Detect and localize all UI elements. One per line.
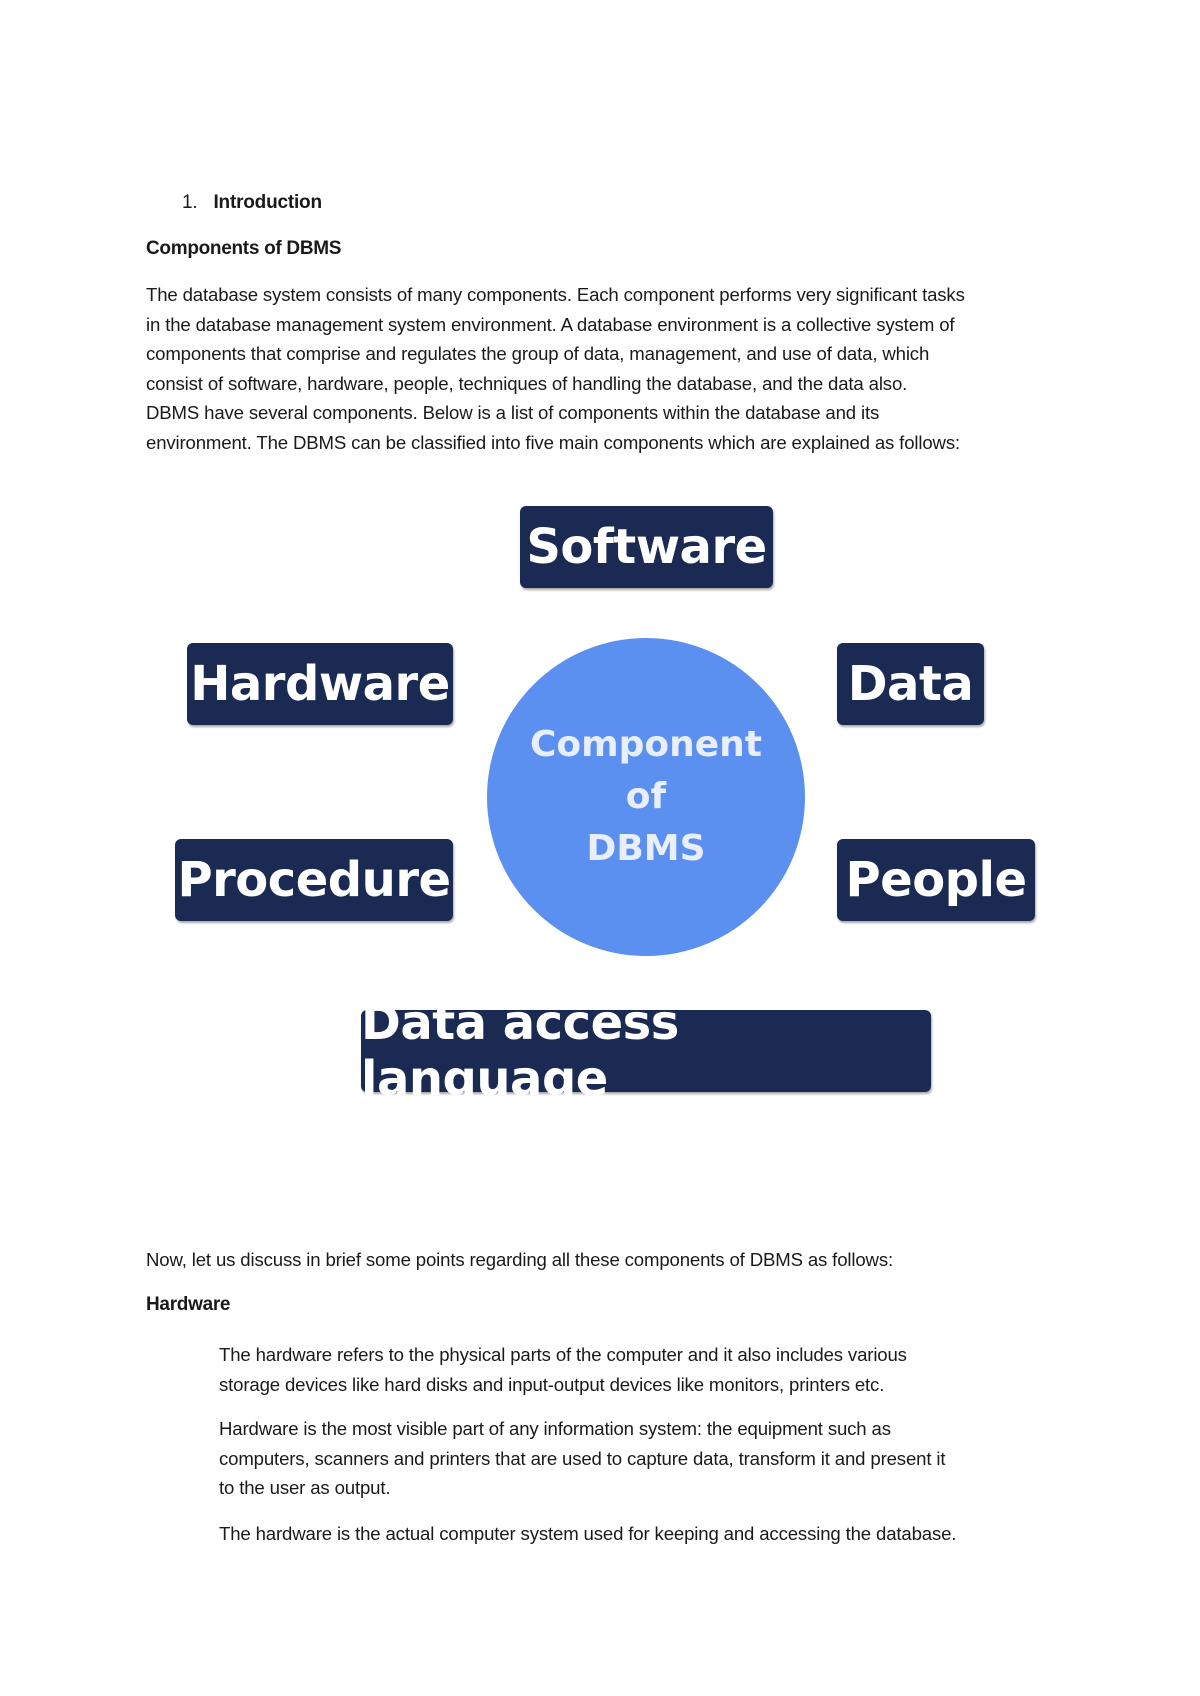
heading-number: 1.: [182, 192, 198, 213]
paragraph-line: to the user as output.: [219, 1477, 391, 1498]
intro-line: consist of software, hardware, people, techniques of handling the database, and the data also.: [146, 372, 908, 394]
center-line-1: Component: [529, 724, 763, 765]
data-box: Data: [837, 643, 984, 725]
components-title: Components of DBMS: [146, 238, 342, 259]
paragraph-line: The hardware is the actual computer system used for keeping and accessing the database.: [219, 1523, 957, 1544]
intro-line: DBMS have several components. Below is a list of components within the database and its: [146, 402, 880, 423]
intro-line: in the database management system environment. A database environment is a collective system of: [146, 313, 955, 335]
hardware-paragraph-2: [219, 1414, 1079, 1503]
paragraph-line: storage devices like hard disks and input-output devices like monitors, printers etc.: [219, 1373, 885, 1395]
intro-line: components that comprise and regulates the group of data, management, and use of data, which: [146, 343, 930, 364]
center-line-2: of: [625, 776, 667, 817]
paragraph-line: Hardware is the most visible part of any information system: the equipment such as: [219, 1418, 891, 1439]
hardware-box: Hardware: [187, 643, 453, 725]
intro-line: The database system consists of many components. Each component performs very significant tasks: [146, 284, 965, 305]
data-access-language-box: Data access language: [361, 1010, 931, 1092]
center-line-3: DBMS: [586, 828, 706, 869]
intro-paragraph: [146, 280, 1066, 457]
paragraph-line: The hardware refers to the physical parts of the computer and it also includes various: [219, 1344, 907, 1365]
discuss-line: Now, let us discuss in brief some points regarding all these components of DBMS as follows:: [146, 1249, 893, 1270]
people-box: People: [837, 839, 1035, 921]
section-heading: [182, 192, 322, 214]
hardware-paragraph-3: [219, 1519, 1079, 1549]
discuss-paragraph: [146, 1245, 1106, 1275]
center-circle: [487, 638, 805, 956]
software-box: Software: [520, 506, 773, 588]
hardware-title: Hardware: [146, 1294, 231, 1315]
procedure-box: Procedure: [175, 839, 453, 921]
intro-line: environment. The DBMS can be classified into five main components which are explained as follows:: [146, 431, 960, 453]
paragraph-line: computers, scanners and printers that are used to capture data, transform it and present it: [219, 1447, 946, 1469]
hardware-paragraph-1: [219, 1340, 1079, 1399]
heading-title: Introduction: [213, 192, 322, 213]
